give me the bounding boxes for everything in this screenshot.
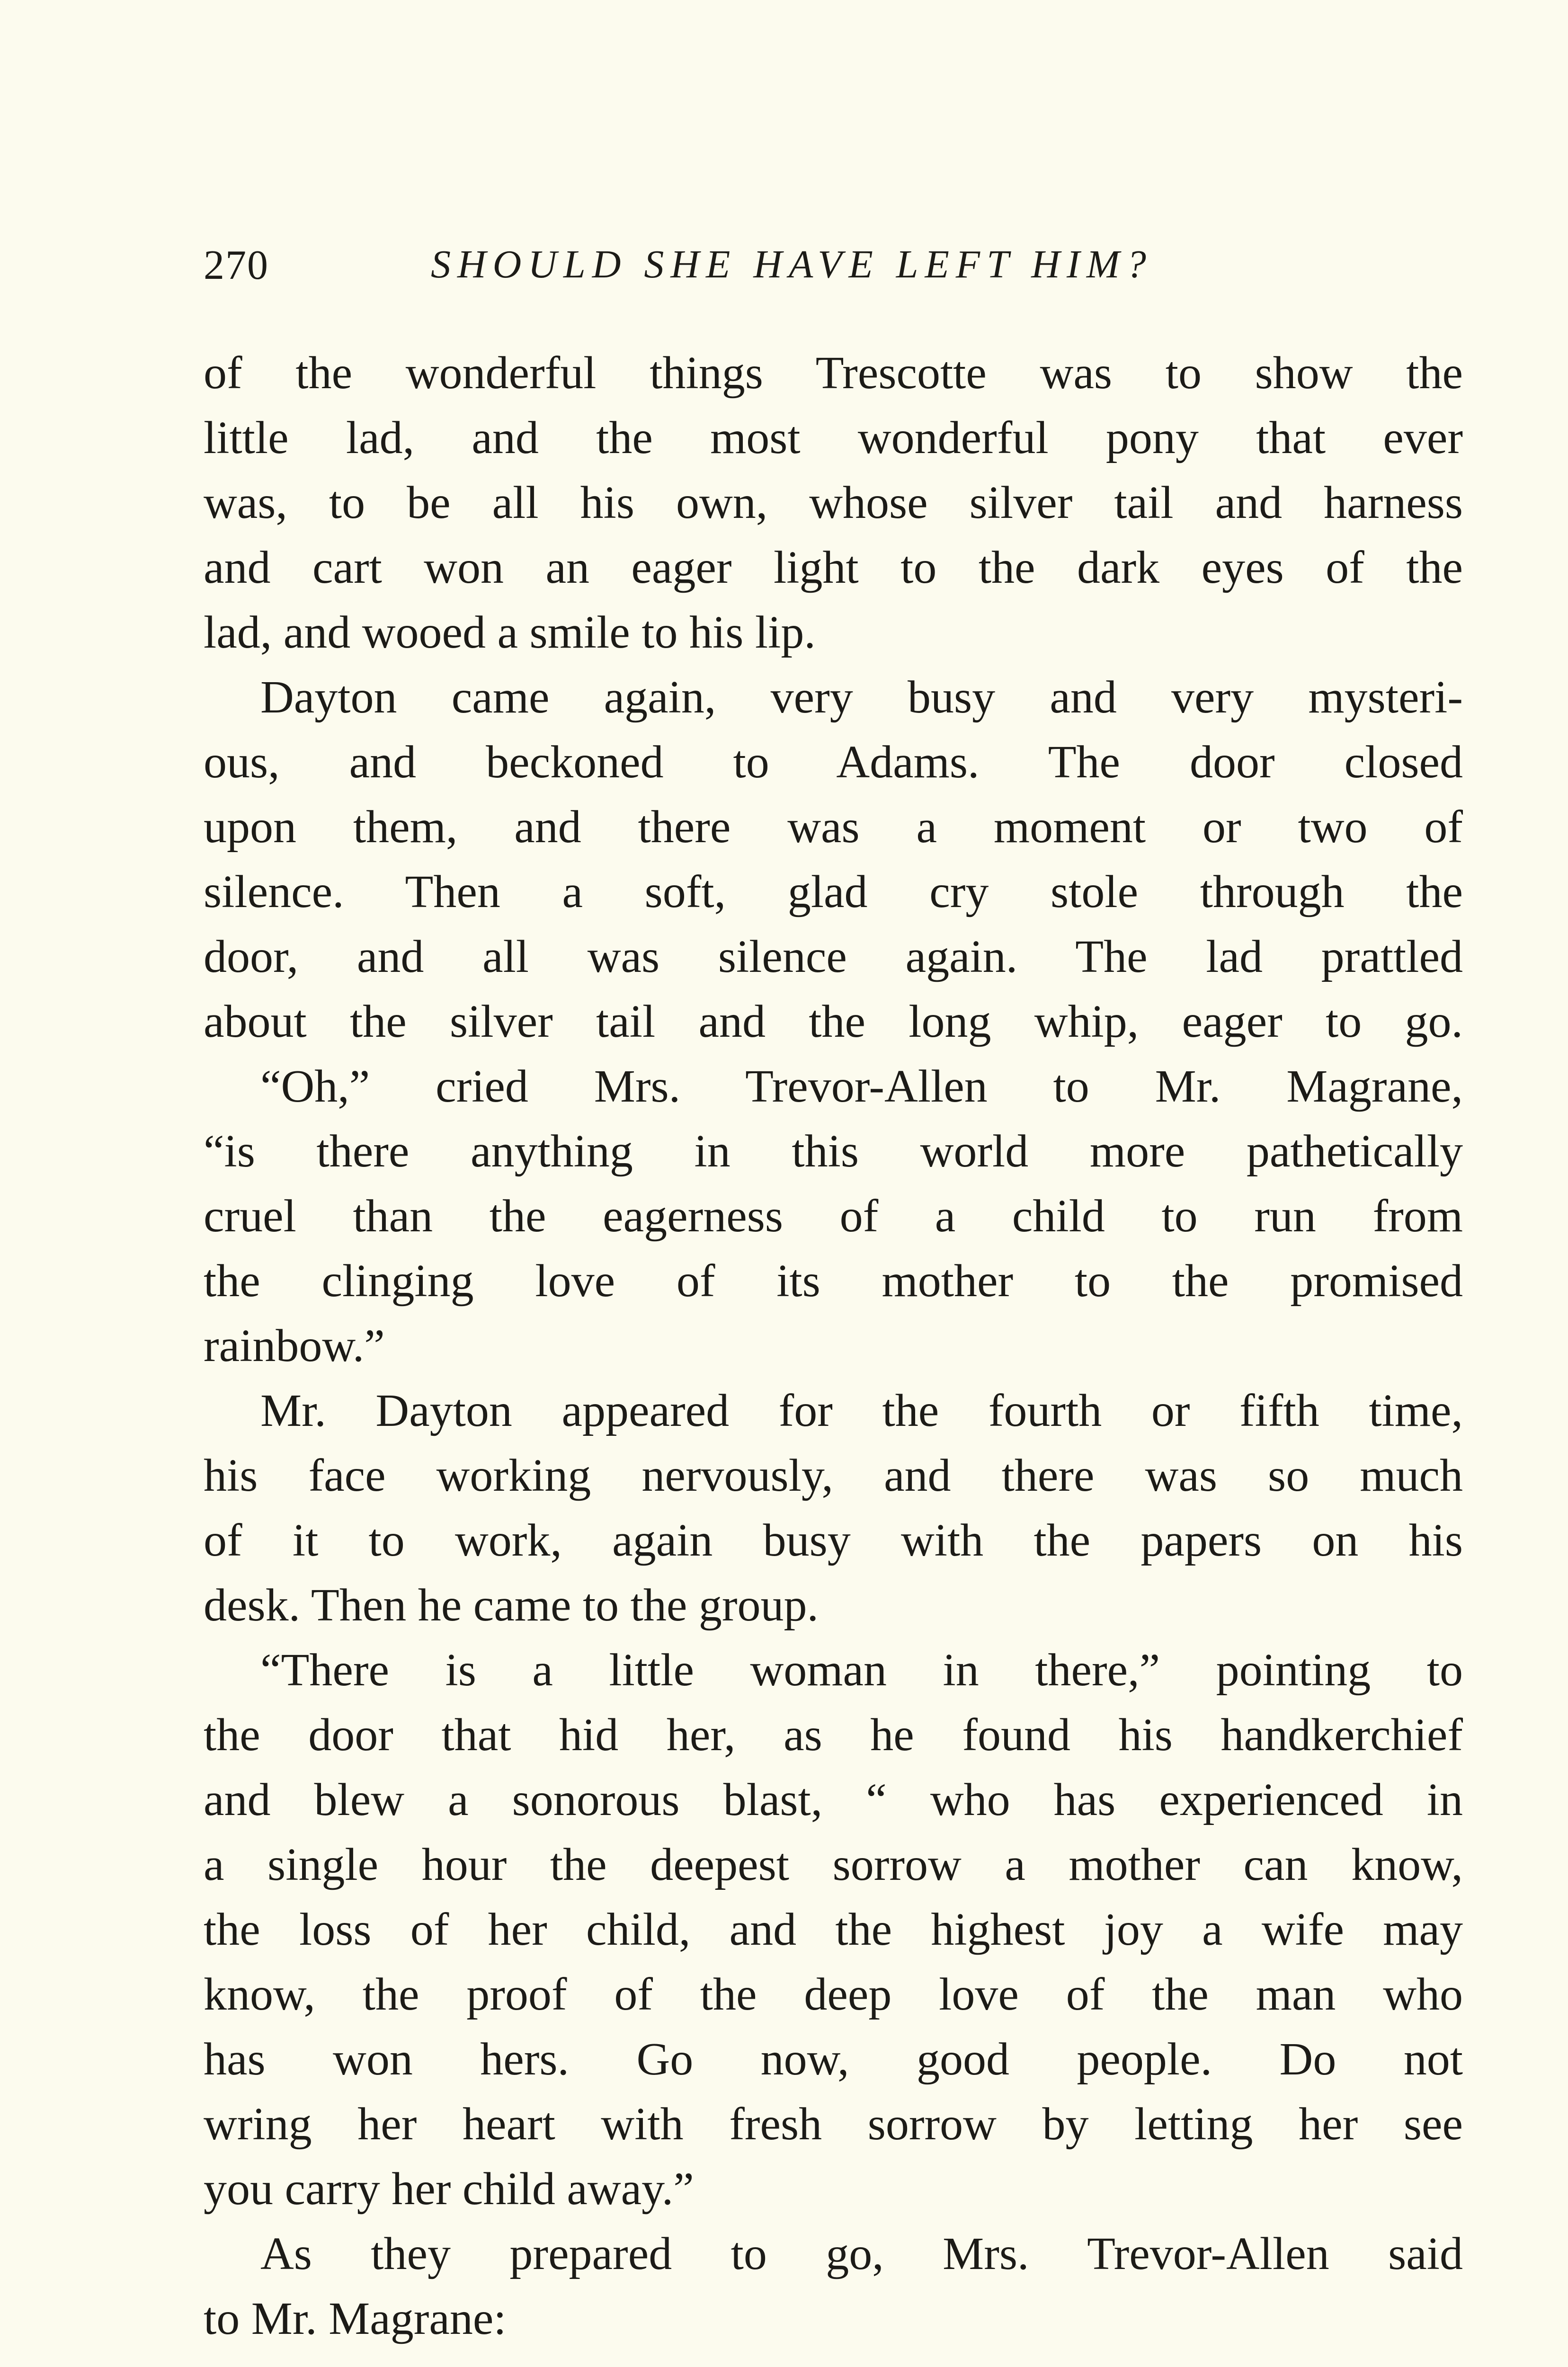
text-line: lad, and wooed a smile to his lip. <box>204 607 816 658</box>
text-line: a single hour the deepest sorrow a mother can know, <box>204 1839 1463 1890</box>
page-header <box>204 241 1453 294</box>
text-line: know, the proof of the deep love of the man who <box>204 1969 1463 2020</box>
text-line: cruel than the eagerness of a child to run from <box>204 1191 1463 1242</box>
text-line: and cart won an eager light to the dark eyes of the <box>204 542 1463 593</box>
text-line: upon them, and there was a moment or two of <box>204 801 1463 853</box>
text-line: and blew a sonorous blast, “ who has experienced in <box>204 1774 1463 1825</box>
text-line: the door that hid her, as he found his handkerchief <box>204 1709 1463 1761</box>
text-line: of it to work, again busy with the papers on his <box>204 1515 1463 1566</box>
text-line: Dayton came again, very busy and very mysteri- <box>260 672 1463 723</box>
text-line: the loss of her child, and the highest joy a wife may <box>204 1904 1463 1955</box>
text-line: has won hers. Go now, good people. Do not <box>204 2034 1463 2085</box>
paragraph <box>204 2222 1463 2351</box>
text-line: little lad, and the most wonderful pony that ever <box>204 412 1463 463</box>
text-line: “is there anything in this world more pathetically <box>204 1126 1463 1177</box>
text-line: about the silver tail and the long whip, eager to go. <box>204 996 1463 1047</box>
text-line: “Oh,” cried Mrs. Trevor-Allen to Mr. Magrane, <box>260 1061 1463 1112</box>
text-line: his face working nervously, and there was so much <box>204 1450 1463 1501</box>
text-line: As they prepared to go, Mrs. Trevor-Allen said <box>260 2228 1463 2279</box>
text-line: “There is a little woman in there,” pointing to <box>260 1645 1463 1696</box>
text-line: desk. Then he came to the group. <box>204 1580 819 1631</box>
text-line: ous, and beckoned to Adams. The door closed <box>204 737 1463 788</box>
text-line: the clinging love of its mother to the promised <box>204 1255 1463 1307</box>
text-line: to Mr. Magrane: <box>204 2293 507 2344</box>
text-line: Mr. Dayton appeared for the fourth or fifth time, <box>260 1385 1463 1436</box>
text-line: you carry her child away.” <box>204 2163 694 2215</box>
text-line: was, to be all his own, whose silver tail and harness <box>204 477 1463 528</box>
paragraph <box>204 665 1463 1054</box>
paragraph <box>204 1638 1463 2222</box>
text-line: silence. Then a soft, glad cry stole through the <box>204 866 1463 917</box>
paragraph <box>204 341 1463 665</box>
body-text <box>204 341 1463 2351</box>
text-line: of the wonderful things Trescotte was to show the <box>204 347 1463 399</box>
text-line: rainbow.” <box>204 1320 385 1371</box>
page-number: 270 <box>204 242 269 288</box>
text-line: wring her heart with fresh sorrow by letting her see <box>204 2099 1463 2150</box>
paragraph <box>204 1379 1463 1638</box>
running-title: SHOULD SHE HAVE LEFT HIM? <box>431 242 1153 286</box>
paragraph <box>204 1054 1463 1379</box>
text-line: door, and all was silence again. The lad prattled <box>204 931 1463 982</box>
